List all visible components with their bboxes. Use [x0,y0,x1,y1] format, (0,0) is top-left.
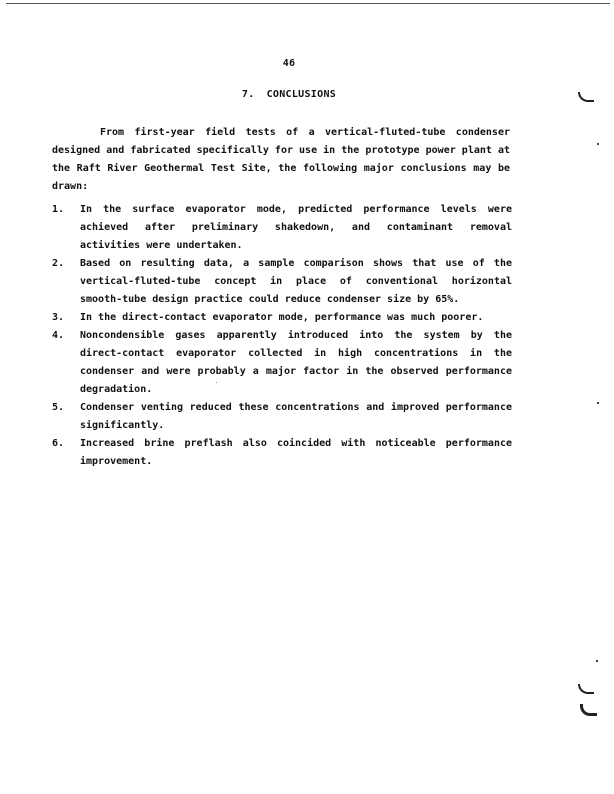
conclusion-number: 3. [52,312,65,323]
conclusion-item-6 [52,435,512,471]
conclusions-list [52,201,512,471]
conclusion-text: In the surface evaporator mode, predicted performance levels were achieved after preliminary shakedown, and contaminant removal activities were undertaken. [80,204,512,251]
conclusion-text: Based on resulting data, a sample comparison shows that use of the vertical-fluted-tube concept in place of conventional horizontal smooth-tube design practice could reduce condenser size by 65%. [80,258,512,305]
page-number: 46 [282,58,296,69]
conclusion-item-3 [52,309,512,327]
binding-mark-top [578,92,594,102]
section-heading [0,89,578,100]
conclusion-number: 5. [52,402,65,413]
conclusion-item-1 [52,201,512,255]
conclusion-item-2 [52,255,512,309]
section-title: CONCLUSIONS [266,89,337,100]
conclusion-text: Condenser venting reduced these concentrations and improved performance significantly. [80,402,512,431]
binding-mark-bottom [578,684,594,694]
conclusion-number: 4. [52,330,65,341]
intro-paragraph: From first-year field tests of a vertical-fluted-tube condenser designed and fabricated specifically for use in the prototype power plant at the Raft River Geothermal Test Site, the following major conclusions may be drawn: [52,127,510,192]
speck-mark [597,402,599,404]
speck-mark [597,143,599,145]
speck-mark [216,382,217,383]
conclusion-item-5 [52,399,512,435]
conclusion-number: 1. [52,204,65,215]
conclusion-number: 2. [52,258,65,269]
conclusion-item-4 [52,327,512,399]
speck-mark [596,660,598,662]
section-number: 7. [241,89,255,100]
conclusion-number: 6. [52,438,65,449]
conclusion-text: Increased brine preflash also coincided with noticeable performance improvement. [80,438,512,467]
conclusion-text: In the direct-contact evaporator mode, performance was much poorer. [80,312,484,323]
top-rule [6,3,610,4]
binding-mark-lower [580,704,597,716]
conclusion-text: Noncondensible gases apparently introduced into the system by the direct-contact evaporator collected in high concentrations in the condenser and were probably a major factor in the observed performance degradation. [80,330,512,395]
